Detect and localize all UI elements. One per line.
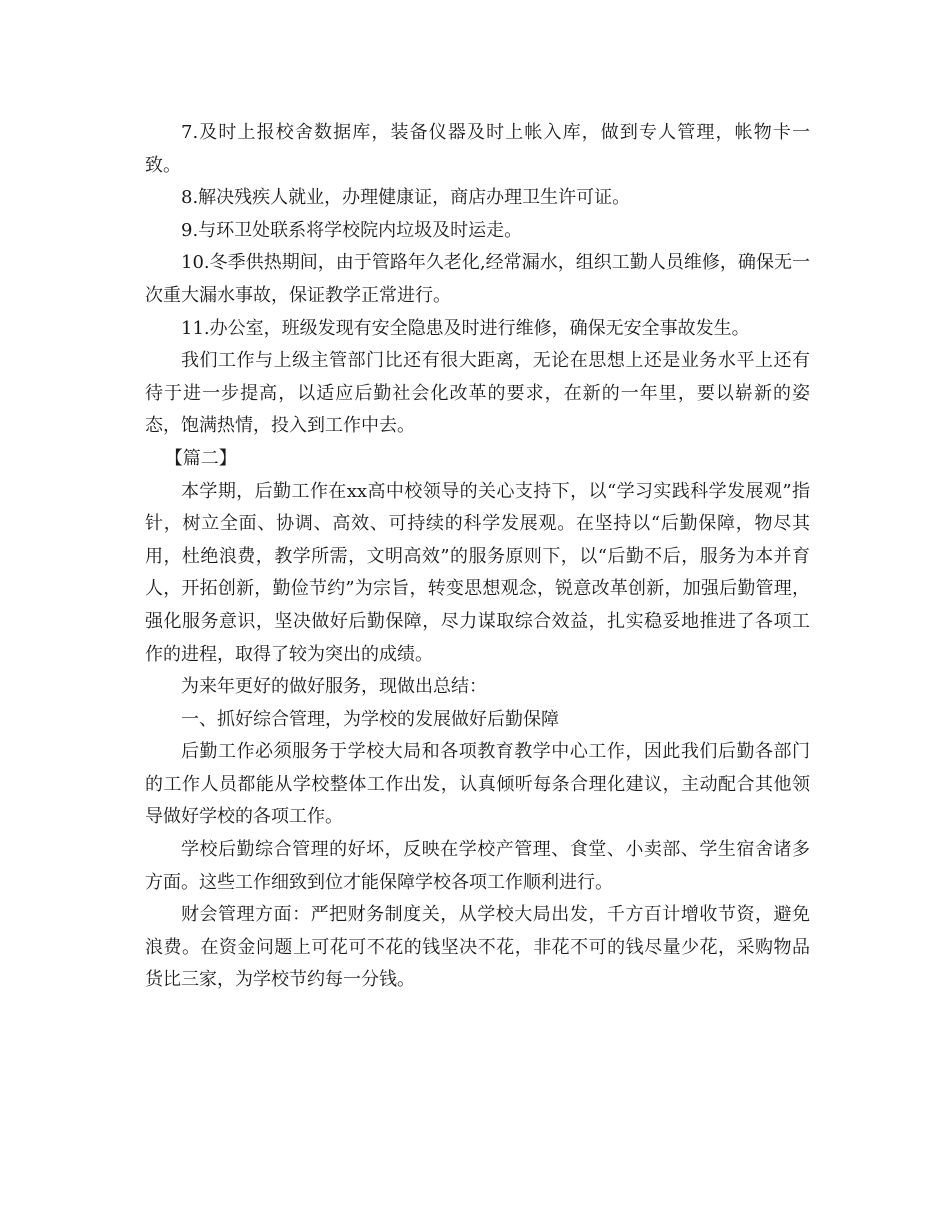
- paragraph-intro: 本学期，后勤工作在xx高中校领导的关心支持下，以“学习实践科学发展观”指针，树立全面、协调、高效、可持续的科学发展观。在坚持以“后勤保障，物尽其用，杜绝浪费，教学所需，文明高效”的服务原则下，以“后勤不后，服务为本并育人，开拓创新，勤俭节约”为宗旨，转变思想观念，锐意改革创新，加强后勤管理，强化服务意识，坚决做好后勤保障，尽力谋取综合效益，扎实稳妥地推进了各项工作的进程，取得了较为突出的成绩。: [145, 480, 810, 665]
- section-heading-part-two: 【篇二】: [164, 447, 237, 469]
- paragraph-management: 学校后勤综合管理的好坏，反映在学校产管理、食堂、小卖部、学生宿舍诸多方面。这些工作细致到位才能保障学校各项工作顺利进行。: [145, 839, 810, 893]
- paragraph-item-9: 9.与环卫处联系将学校院内垃圾及时运走。: [181, 219, 523, 241]
- section-heading-one: 一、抓好综合管理，为学校的发展做好后勤保障: [181, 708, 559, 730]
- paragraph-service: 后勤工作必须服务于学校大局和各项教育教学中心工作，因此我们后勤各部门的工作人员都能从学校整体工作出发，认真倾听每条合理化建议，主动配合其他领导做好学校的各项工作。: [145, 741, 810, 828]
- paragraph-item-11: 11.办公室，班级发现有安全隐患及时进行维修，确保无安全事故发生。: [181, 317, 750, 339]
- paragraph-summary-lead: 为来年更好的做好服务，现做出总结：: [181, 676, 487, 698]
- paragraph-item-10: 10.冬季供热期间，由于管路年久老化,经常漏水，组织工勤人员维修，确保无一次重大漏水事故，保证教学正常进行。: [145, 252, 810, 306]
- paragraph-item-8: 8.解决残疾人就业，办理健康证，商店办理卫生许可证。: [181, 187, 631, 209]
- paragraph-conclusion: 我们工作与上级主管部门比还有很大距离，无论在思想上还是业务水平上还有待于进一步提高，以适应后勤社会化改革的要求，在新的一年里，要以崭新的姿态，饱满热情，投入到工作中去。: [145, 350, 810, 437]
- paragraph-finance: 财会管理方面：严把财务制度关，从学校大局出发，千方百计增收节资，避免浪费。在资金问题上可花可不花的钱坚决不花，非花不可的钱尽量少花，采购物品货比三家，为学校节约每一分钱。: [145, 904, 810, 991]
- document-page: [145, 117, 810, 997]
- paragraph-item-7: 7.及时上报校舍数据库，装备仪器及时上帐入库，做到专人管理，帐物卡一致。: [145, 122, 810, 176]
